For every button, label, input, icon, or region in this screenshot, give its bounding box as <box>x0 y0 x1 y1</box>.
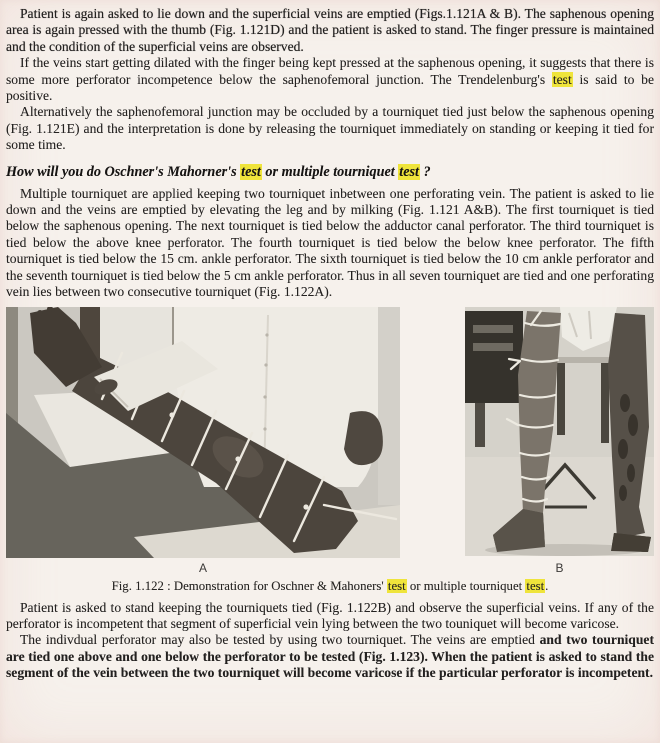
intro-paragraph-1: Patient is again asked to lie down and the superficial veins are emptied (Figs.1.121A & B). The saphenous opening area is again pressed with the thumb (Fig. 1.121D) and the patient is asked to stand. The finger pressure is maintained and the condition of the superficial veins are observed. <box>6 6 654 54</box>
closing-section <box>6 600 654 682</box>
intro-paragraph-2: If the veins start getting dilated with the finger being kept pressed at the saphenous opening, it suggests that there is some more perforator incompetence below the saphenofemoral junction. The Trendelenburg's test is said to be positive. <box>6 55 654 104</box>
figure-photo-a <box>6 307 400 558</box>
closing-paragraph-2: The indivdual perforator may also be tested by using two tourniquet. The veins are emptied and two tourniquet are tied one above and one below the perforator to be tested (Fig. 1.123). When the patient is asked to stand the segment of the vein between the two tourniquet will become varicose if the particular perforator is incompetent. <box>6 632 654 681</box>
figure-labels-row <box>6 561 654 575</box>
figure-photo-b <box>465 307 654 556</box>
figure-1-122 <box>6 307 654 594</box>
figure-label-b: B <box>555 560 564 575</box>
figure-label-a: A <box>198 560 207 575</box>
figure-photos-row <box>6 307 654 558</box>
intro-paragraph-3: Alternatively the saphenofemoral junction may be occluded by a tourniquet tied just below the saphenous opening (Fig. 1.121E) and the interpretation is done by releasing the tourniquet immediately on standing or keeping it tied for some time. <box>6 104 654 153</box>
procedure-paragraph: Multiple tourniquet are applied keeping two tourniquet inbetween one perforating vein. The patient is asked to lie down and the veins are emptied by elevating the leg and by milking (Fig. 1.121 A&B). The first tourniquet is tied below the saphenous opening. The next tourniquet is tied below the adductor canal perforator. The third tourniquet is tied below the above knee perforator. The fourth tourniquet is tied below the below knee perforator. The fifth tourniquet is tied below the 15 cm. ankle perforator. The sixth tourniquet is tied below the 10 cm ankle perforator and the seventh tourniquet is tied below the 5 cm ankle perforator. Thus in all seven tourniquet are tied and one perforating vein lies between two consecutive tourniquet (Fig. 1.122A). <box>6 185 654 300</box>
question-heading: How will you do Oschner's Mahorner's test or multiple tourniquet test ? <box>6 163 431 180</box>
photo-b-illustration <box>465 307 654 556</box>
figure-caption: Fig. 1.122 : Demonstration for Oschner & Mahoners' test or multiple tourniquet test. <box>111 578 549 593</box>
photo-a-illustration <box>6 307 400 558</box>
closing-paragraph-1: Patient is asked to stand keeping the tourniquets tied (Fig. 1.122B) and observe the superficial veins. If any of the perforator is incompetent that segment of superficial vein lying between the two touniquet will become varicose. <box>6 599 654 631</box>
